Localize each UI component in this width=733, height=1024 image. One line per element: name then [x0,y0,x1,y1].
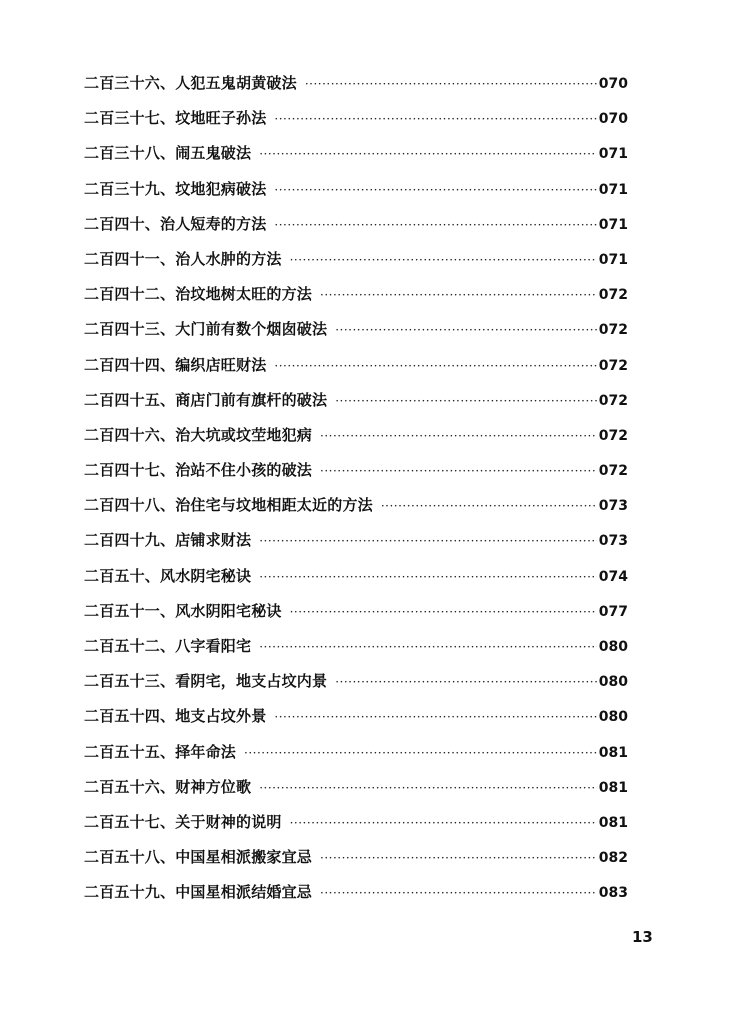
toc-entry-title: 二百五十八、中国星相派搬家宜忌 [84,848,313,867]
toc-entry-page: 071 [598,251,628,268]
toc-entry-page: 071 [598,146,628,163]
toc-entry-page: 081 [598,779,628,796]
toc-leader-dots [274,700,596,734]
toc-leader-dots [290,595,597,629]
toc-entry-title: 二百三十九、坟地犯病破法 [84,179,267,198]
toc-entry-page: 072 [598,357,628,374]
toc-entry-title: 二百五十五、择年命法 [84,742,237,761]
table-of-contents [84,66,628,911]
toc-entry-title: 二百五十四、地支占坟外景 [84,707,267,726]
toc-leader-dots [335,313,597,347]
toc-entry-page: 071 [598,216,628,233]
toc-entry [84,418,628,453]
toc-entry [84,875,628,910]
toc-entry [84,664,628,699]
toc-leader-dots [259,560,597,594]
toc-entry-page: 080 [598,639,628,655]
toc-entry-page: 081 [598,744,628,761]
toc-entry [84,136,628,171]
toc-entry [84,629,628,664]
toc-leader-dots [290,243,597,277]
toc-leader-dots [320,841,597,875]
toc-entry [84,312,628,347]
toc-entry [84,840,628,875]
toc-entry [84,383,628,418]
toc-entry-title: 二百四十四、编织店旺财法 [84,355,267,374]
toc-leader-dots [259,524,597,558]
toc-leader-dots [274,102,596,136]
toc-leader-dots [244,736,597,770]
page-number: 13 [632,928,653,946]
toc-entry-title: 二百五十七、关于财神的说明 [84,812,282,831]
toc-entry-title: 二百四十八、治住宅与坟地相距太近的方法 [84,496,373,515]
toc-leader-dots [305,67,597,101]
toc-entry-title: 二百四十、治人短寿的方法 [84,214,267,233]
toc-entry [84,559,628,594]
toc-entry-title: 二百四十九、店铺求财法 [84,531,252,550]
toc-entry-title: 二百五十二、八字看阳宅 [84,637,252,655]
toc-entry [84,101,628,136]
toc-entry-page: 082 [598,850,628,867]
toc-leader-dots [274,208,596,242]
toc-entry-title: 二百五十六、财神方位歌 [84,777,252,796]
toc-entry-page: 080 [598,674,628,691]
toc-entry-title: 二百四十七、治站不住小孩的破法 [84,461,313,480]
toc-entry-page: 071 [598,181,628,198]
toc-entry-title: 二百五十一、风水阴阳宅秘诀 [84,601,282,620]
toc-entry-title: 二百四十六、治大坑或坟茔地犯病 [84,425,313,444]
toc-entry [84,805,628,840]
toc-entry [84,488,628,523]
toc-entry-page: 072 [598,392,628,409]
toc-leader-dots [290,806,597,840]
toc-leader-dots [274,349,596,383]
toc-entry-page: 072 [598,322,628,339]
toc-entry-title: 二百三十六、人犯五鬼胡黄破法 [84,74,297,92]
toc-entry-title: 二百四十五、商店门前有旗杆的破法 [84,390,328,409]
toc-entry [84,66,628,101]
toc-entry-title: 二百四十三、大门前有数个烟囱破法 [84,320,328,339]
toc-entry-title: 二百五十九、中国星相派结婚宜忌 [84,883,313,902]
toc-entry [84,594,628,629]
toc-leader-dots [320,419,597,453]
toc-entry [84,699,628,734]
toc-leader-dots [274,173,596,207]
toc-entry-page: 070 [598,111,628,128]
toc-entry [84,348,628,383]
toc-entry [84,770,628,805]
toc-entry [84,172,628,207]
toc-entry-title: 二百五十、风水阴宅秘诀 [84,566,252,585]
toc-entry-page: 072 [598,463,628,480]
toc-leader-dots [381,489,597,523]
toc-entry-title: 二百三十七、坟地旺子孙法 [84,109,267,128]
toc-entry-page: 073 [598,533,628,550]
toc-entry-page: 081 [598,814,628,831]
toc-entry [84,207,628,242]
toc-entry-page: 072 [598,287,628,304]
toc-entry-page: 070 [598,76,628,92]
toc-leader-dots [320,454,597,488]
toc-entry [84,277,628,312]
toc-leader-dots [259,771,597,805]
toc-leader-dots [335,384,597,418]
toc-entry-title: 二百四十二、治坟地树太旺的方法 [84,285,313,304]
toc-entry [84,523,628,558]
toc-entry-title: 二百三十八、闹五鬼破法 [84,144,252,163]
toc-entry [84,453,628,488]
toc-entry-page: 074 [598,568,628,585]
toc-entry [84,242,628,277]
toc-entry-page: 077 [598,603,628,620]
toc-entry [84,735,628,770]
toc-entry-title: 二百四十一、治人水肿的方法 [84,249,282,268]
toc-leader-dots [320,278,597,312]
toc-entry-page: 080 [598,709,628,726]
toc-leader-dots [320,876,597,910]
toc-entry-page: 073 [598,498,628,515]
toc-leader-dots [335,665,597,699]
toc-entry-page: 072 [598,427,628,444]
toc-entry-page: 083 [598,885,628,902]
toc-entry-title: 二百五十三、看阴宅，地支占坟内景 [84,672,328,691]
toc-leader-dots [259,630,597,664]
toc-leader-dots [259,137,597,171]
